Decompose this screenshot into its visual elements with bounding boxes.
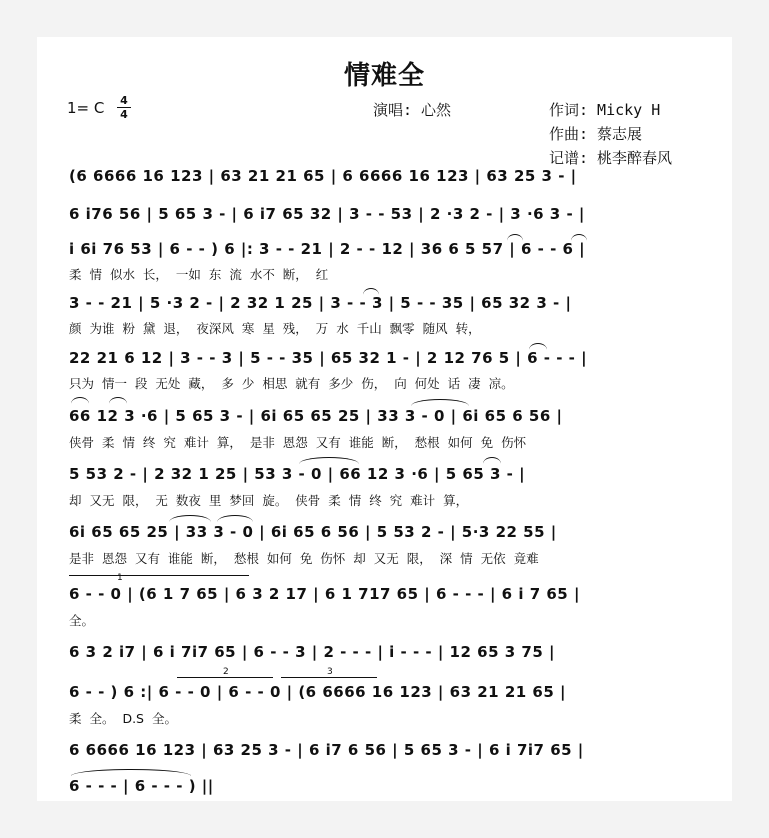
staff-row-6: 66 12 3 ·6 | 5 65 3 - | 6i 65 65 25 | 33 3 - 0 | 6i 65 6 56 | (69, 407, 563, 425)
tie-arc (71, 397, 89, 404)
tie-arc (483, 457, 501, 464)
tie-arc (411, 399, 469, 406)
lyricist-credit: 作词: Micky H (549, 101, 661, 119)
lyric-row-5: 只为 情一 段 无处 藏， 多 少 相思 就有 多少 伤， 向 何处 话 凄 凉。 (69, 376, 514, 391)
volta-3-bracket (281, 677, 377, 678)
volta-1-label: 1 (117, 573, 123, 583)
lyric-row-3: 柔 情 似水 长， 一如 东 流 水不 断， 红 (69, 267, 329, 282)
lyric-row-11: 柔 全。 D.S 全。 (69, 711, 177, 726)
staff-row-11: 6 - - ) 6 :| 6 - - 0 | 6 - - 0 | (6 6666 16 123 | 63 21 21 65 | (69, 683, 566, 701)
volta-2-label: 2 (223, 667, 229, 677)
tie-arc (217, 515, 253, 522)
score-page (37, 37, 732, 801)
singer-credit: 演唱: 心然 (373, 101, 452, 119)
lyric-row-6: 侠骨 柔 情 终 究 难计 算， 是非 恩怨 又有 谁能 断， 愁根 如何 免 伤怀 (69, 435, 527, 450)
staff-row-9: 6 - - 0 | (6 1 7 65 | 6 3 2 17 | 6 1 717 65 | 6 - - - | 6 i 7 65 | (69, 585, 580, 603)
staff-row-1: (6 6666 16 123 | 63 21 21 65 | 6 6666 16 123 | 63 25 3 - | (69, 167, 577, 185)
tie-arc (169, 515, 211, 522)
song-title: 情难全 (343, 61, 425, 91)
lyric-row-9: 全。 (69, 613, 95, 628)
tie-arc (299, 457, 359, 464)
key-signature: 1= C (67, 99, 105, 117)
tie-arc (109, 397, 127, 404)
composer-credit: 作曲: 蔡志展 (549, 125, 643, 143)
staff-row-2: 6 i76 56 | 5 65 3 - | 6 i7 65 32 | 3 - - 53 | 2 ·3 2 - | 3 ·6 3 - | (69, 205, 585, 223)
staff-row-10: 6 3 2 i7 | 6 i 7i7 65 | 6 - - 3 | 2 - - - | i - - - | 12 65 3 75 | (69, 643, 555, 661)
staff-row-4: 3 - - 21 | 5 ·3 2 - | 2 32 1 25 | 3 - - 3 | 5 - - 35 | 65 32 3 - | (69, 294, 572, 312)
volta-3-label: 3 (327, 667, 333, 677)
time-signature (117, 95, 131, 120)
staff-row-8: 6i 65 65 25 | 33 3 - 0 | 6i 65 6 56 | 5 53 2 - | 5·3 22 55 | (69, 523, 557, 541)
volta-1-bracket (69, 575, 249, 576)
time-signature-bottom: 4 (120, 108, 128, 121)
staff-row-3: i 6i 76 53 | 6 - - ) 6 |: 3 - - 21 | 2 - - 12 | 36 6 5 57 | 6 - - 6 | (69, 240, 586, 258)
lyric-row-7: 却 又无 限， 无 数夜 里 梦回 旋。 侠骨 柔 情 终 究 难计 算， (69, 493, 469, 508)
transcriber-credit: 记谱: 桃李醉春风 (549, 149, 673, 167)
staff-row-5: 22 21 6 12 | 3 - - 3 | 5 - - 35 | 65 32 1 - | 2 12 76 5 | 6 - - - | (69, 349, 588, 367)
staff-row-12: 6 6666 16 123 | 63 25 3 - | 6 i7 6 56 | 5 65 3 - | 6 i 7i7 65 | (69, 741, 584, 759)
lyric-row-4: 颜 为谁 粉 黛 退， 夜深风 寒 星 残， 万 水 千山 飘零 随风 转， (69, 321, 481, 336)
lyric-row-8: 是非 恩怨 又有 谁能 断， 愁根 如何 免 伤怀 却 又无 限， 深 情 无依 竟难 (69, 551, 539, 566)
staff-row-7: 5 53 2 - | 2 32 1 25 | 53 3 - 0 | 66 12 3 ·6 | 5 65 3 - | (69, 465, 526, 483)
staff-row-13: 6 - - - | 6 - - - ) || (69, 777, 214, 795)
time-signature-top: 4 (120, 94, 128, 107)
tie-arc (71, 769, 191, 776)
volta-2-bracket (177, 677, 273, 678)
